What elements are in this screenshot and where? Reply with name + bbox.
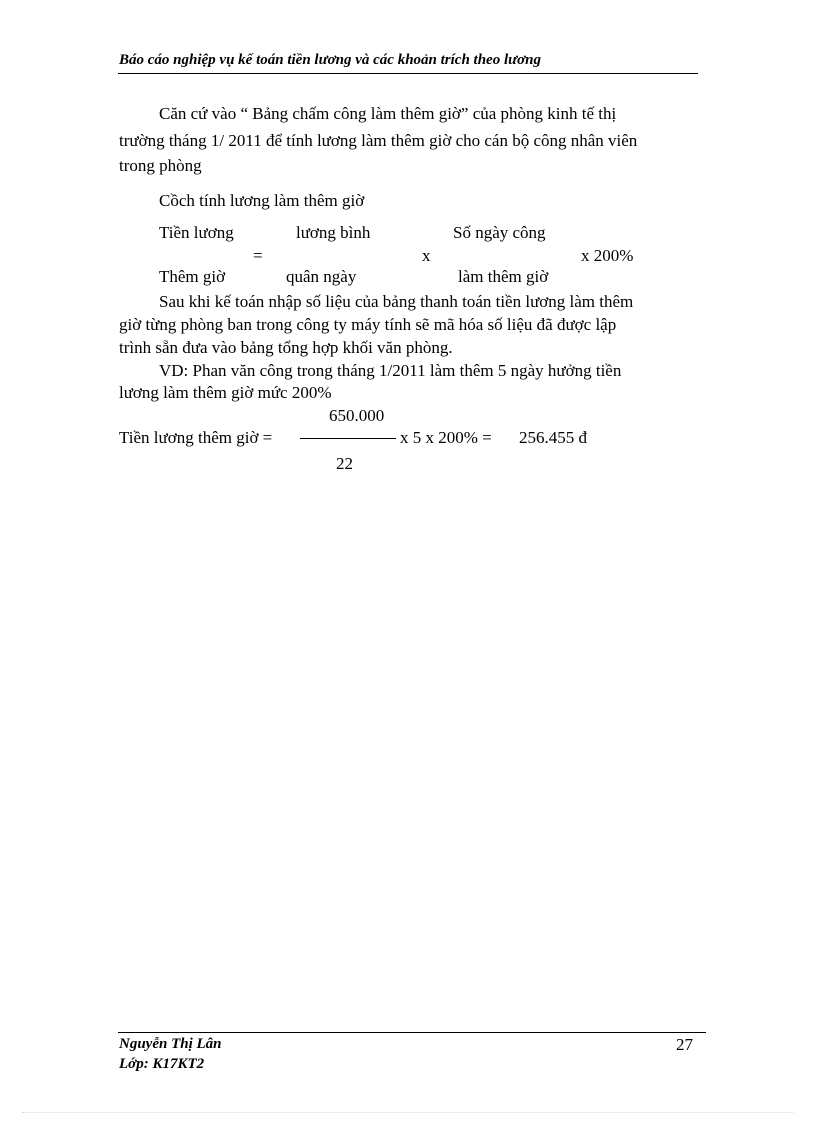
running-header: Báo cáo nghiệp vụ kế toán tiền lương và các khoản trích theo lương (119, 52, 542, 68)
formula-mid-top: lương bình (296, 223, 371, 242)
calc-result: 256.455 đ (519, 428, 587, 447)
footer-class: Lớp: K17KT2 (119, 1056, 205, 1072)
fraction-bar (300, 438, 396, 439)
paragraph-line: Sau khi kế toán nhập số liệu của bảng thanh toán tiền lương làm thêm (159, 292, 634, 311)
paragraph-line: trong phòng (119, 156, 202, 175)
fraction-numerator: 650.000 (329, 406, 385, 425)
calc-operators: x 5 x 200% = (400, 428, 492, 447)
footer-rule (118, 1032, 706, 1033)
example-line: lương làm thêm giờ mức 200% (119, 383, 332, 402)
example-line: VD: Phan văn công trong tháng 1/2011 làm thêm 5 ngày hưởng tiền (159, 361, 622, 380)
footer-author: Nguyễn Thị Lân (119, 1036, 222, 1052)
method-title: Cồch tính lương làm thêm giờ (159, 191, 365, 210)
paragraph-line: trường tháng 1/ 2011 để tính lương làm thêm giờ cho cán bộ công nhân viên (119, 131, 638, 150)
page-edge-dots (22, 1112, 794, 1113)
header-rule (118, 73, 698, 74)
calc-label: Tiền lương thêm giờ = (119, 428, 273, 447)
page-number: 27 (676, 1035, 693, 1054)
formula-left-top: Tiền lương (159, 223, 234, 242)
formula-right-bottom: làm thêm giờ (458, 267, 549, 286)
formula-right-top: Số ngày công (453, 223, 546, 242)
formula-equals: = (253, 246, 263, 265)
formula-left-bottom: Thêm giờ (159, 267, 226, 286)
paragraph-line: giờ từng phòng ban trong công ty máy tính sẽ mã hóa số liệu đã được lập (119, 315, 617, 334)
formula-mid-bottom: quân ngày (286, 267, 357, 286)
formula-times-percent: x 200% (581, 246, 634, 265)
fraction-denominator: 22 (336, 454, 353, 473)
formula-times: x (422, 246, 431, 265)
paragraph-line: trình sẵn đưa vào bảng tổng hợp khối văn phòng. (119, 338, 453, 357)
paragraph-line: Căn cứ vào “ Bảng chấm công làm thêm giờ” của phòng kinh tế thị (159, 104, 617, 123)
